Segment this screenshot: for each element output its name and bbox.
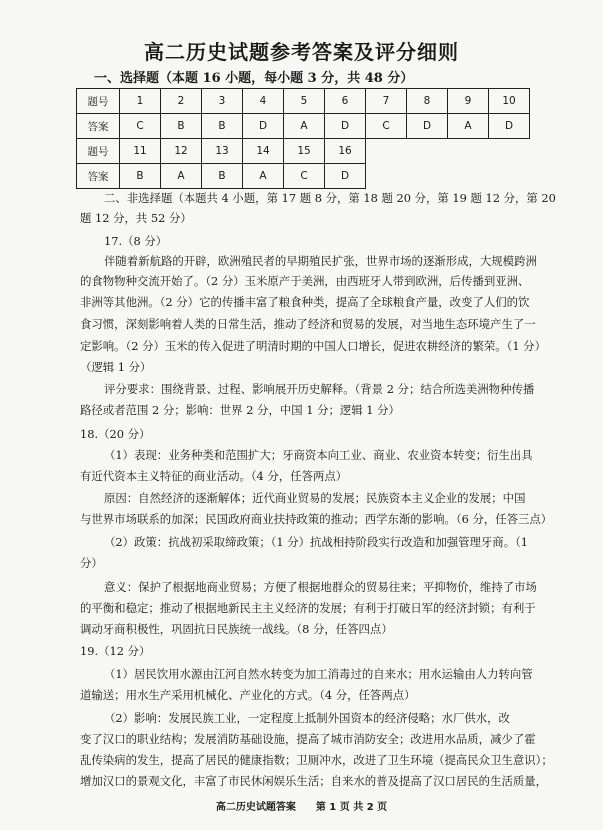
question-number: 13 bbox=[202, 139, 243, 164]
table-row bbox=[77, 114, 530, 139]
row-label: 答案 bbox=[77, 164, 120, 189]
paragraph-line: 与世界市场联系的加深；民国政府商业扶持政策的推动；西学东渐的影响。（6 分，任答三点） bbox=[80, 512, 553, 526]
paragraph-line: 的食物物种交流开始了。（2 分）玉米原产于美洲，由西班牙人带到欧洲，后传播到亚洲、 bbox=[80, 274, 530, 288]
question-number: 1 bbox=[120, 89, 161, 114]
table-row bbox=[77, 139, 530, 164]
section-1-heading: 一、选择题（本题 16 小题，每小题 3 分，共 48 分） bbox=[94, 71, 414, 86]
paragraph-line: 增加汉口的景观文化，丰富了市民休闲娱乐生活；自来水的普及提高了汉口居民的生活质量， bbox=[80, 774, 548, 788]
section-2-heading-cont: 题 12 分，共 52 分） bbox=[80, 211, 192, 225]
paragraph-line: 乱传染病的发生，提高了居民的健康指数；卫厕冲水，改进了卫生环境（提高民众卫生意识）； bbox=[80, 753, 553, 767]
empty-area bbox=[366, 139, 530, 164]
answer-cell: D bbox=[325, 164, 366, 189]
paragraph-line: 有近代资本主义特征的商业活动。（4 分，任答两点） bbox=[80, 469, 348, 483]
q19-heading: 19.（12 分） bbox=[80, 644, 151, 658]
paragraph-line: 食习惯，深刻影响着人类的日常生活，推动了经济和贸易的发展，对当地生态环境产生了一 bbox=[80, 317, 536, 331]
row-label: 题号 bbox=[77, 139, 120, 164]
question-number: 11 bbox=[120, 139, 161, 164]
question-number: 16 bbox=[325, 139, 366, 164]
scoring-line: 路径或者范围 2 分；影响：世界 2 分，中国 1 分；逻辑 1 分） bbox=[80, 403, 400, 417]
question-number: 10 bbox=[489, 89, 530, 114]
row-label: 题号 bbox=[77, 89, 120, 114]
empty-area bbox=[366, 164, 530, 189]
paragraph-line: 原因：自然经济的逐渐解体；近代商业贸易的发展；民族资本主义企业的发展；中国 bbox=[104, 491, 526, 505]
question-number: 4 bbox=[243, 89, 284, 114]
answer-cell: A bbox=[448, 114, 489, 139]
answer-cell: B bbox=[202, 114, 243, 139]
answer-cell: A bbox=[243, 164, 284, 189]
question-number: 6 bbox=[325, 89, 366, 114]
paragraph-line: 非洲等其他洲。（2 分）它的传播丰富了粮食种类，提高了全球粮食产量，改变了人们的饮 bbox=[80, 295, 530, 309]
question-number: 7 bbox=[366, 89, 407, 114]
question-number: 14 bbox=[243, 139, 284, 164]
paragraph-line: 伴随着新航路的开辟，欧洲殖民者的早期殖民扩张，世界市场的逐渐形成，大规模跨洲 bbox=[104, 254, 537, 268]
answer-cell: B bbox=[202, 164, 243, 189]
answer-cell: B bbox=[161, 114, 202, 139]
question-number: 3 bbox=[202, 89, 243, 114]
paragraph-line: （1）居民饮用水源由江河自然水转变为加工消毒过的自来水；用水运输由人力转向管 bbox=[104, 667, 533, 681]
answer-table bbox=[76, 88, 530, 189]
answer-cell: C bbox=[284, 164, 325, 189]
q17-heading: 17.（8 分） bbox=[104, 234, 168, 248]
q18-heading: 18.（20 分） bbox=[80, 427, 151, 441]
paragraph-line: 调动牙商积极性，巩固抗日民族统一战线。（8 分，任答四点） bbox=[80, 622, 393, 636]
page-title: 高二历史试题参考答案及评分细则 bbox=[144, 40, 459, 64]
paragraph-line: （2）影响：发展民族工业，一定程度上抵制外国资本的经济侵略；水厂供水，改 bbox=[104, 711, 510, 725]
question-number: 5 bbox=[284, 89, 325, 114]
question-number: 15 bbox=[284, 139, 325, 164]
answer-cell: D bbox=[325, 114, 366, 139]
paragraph-line: 的平衡和稳定；推动了根据地新民主主义经济的发展；有利于打破日军的经济封锁；有利于 bbox=[80, 601, 536, 615]
answer-cell: D bbox=[243, 114, 284, 139]
table-row bbox=[77, 89, 530, 114]
answer-cell: B bbox=[120, 164, 161, 189]
answer-cell: D bbox=[407, 114, 448, 139]
paragraph-line: （逻辑 1 分） bbox=[80, 360, 152, 374]
question-number: 12 bbox=[161, 139, 202, 164]
paragraph-line: 意义：保护了根据地商业贸易；方便了根据地群众的贸易往来；平抑物价，维持了市场 bbox=[104, 580, 537, 594]
answer-cell: C bbox=[366, 114, 407, 139]
answer-cell: D bbox=[489, 114, 530, 139]
paragraph-line: （2）政策：抗战初采取缔政策；（1 分）抗战相持阶段实行改造和加强管理牙商。（1 bbox=[104, 535, 529, 549]
answer-cell: A bbox=[284, 114, 325, 139]
paragraph-line: 变了汉口的职业结构；发展消防基础设施，提高了城市消防安全；改进用水品质，减少了霍 bbox=[80, 732, 536, 746]
row-label: 答案 bbox=[77, 114, 120, 139]
paragraph-line: 分） bbox=[80, 556, 103, 570]
paragraph-line: 道输送；用水生产采用机械化、产业化的方式。（4 分，任答两点） bbox=[80, 688, 416, 702]
page-footer: 高二历史试题答案 第 1 页 共 2 页 bbox=[215, 802, 388, 813]
question-number: 8 bbox=[407, 89, 448, 114]
question-number: 9 bbox=[448, 89, 489, 114]
question-number: 2 bbox=[161, 89, 202, 114]
paragraph-line: 定影响。（2 分）玉米的传入促进了明清时期的中国人口增长，促进农耕经济的繁荣。（1 分） bbox=[80, 339, 546, 353]
scoring-line: 评分要求：围绕背景、过程、影响展开历史解释。（背景 2 分；结合所选美洲物种传播 bbox=[104, 382, 535, 396]
section-2-heading: 二、非选择题（本题共 4 小题，第 17 题 8 分，第 18 题 20 分，第 19 题 12 分，第 20 bbox=[104, 191, 556, 205]
table-row bbox=[77, 164, 530, 189]
paragraph-line: （1）表现：业务种类和范围扩大；牙商资本向工业、商业、农业资本转变；衍生出具 bbox=[104, 448, 533, 462]
answer-cell: C bbox=[120, 114, 161, 139]
answer-cell: A bbox=[161, 164, 202, 189]
